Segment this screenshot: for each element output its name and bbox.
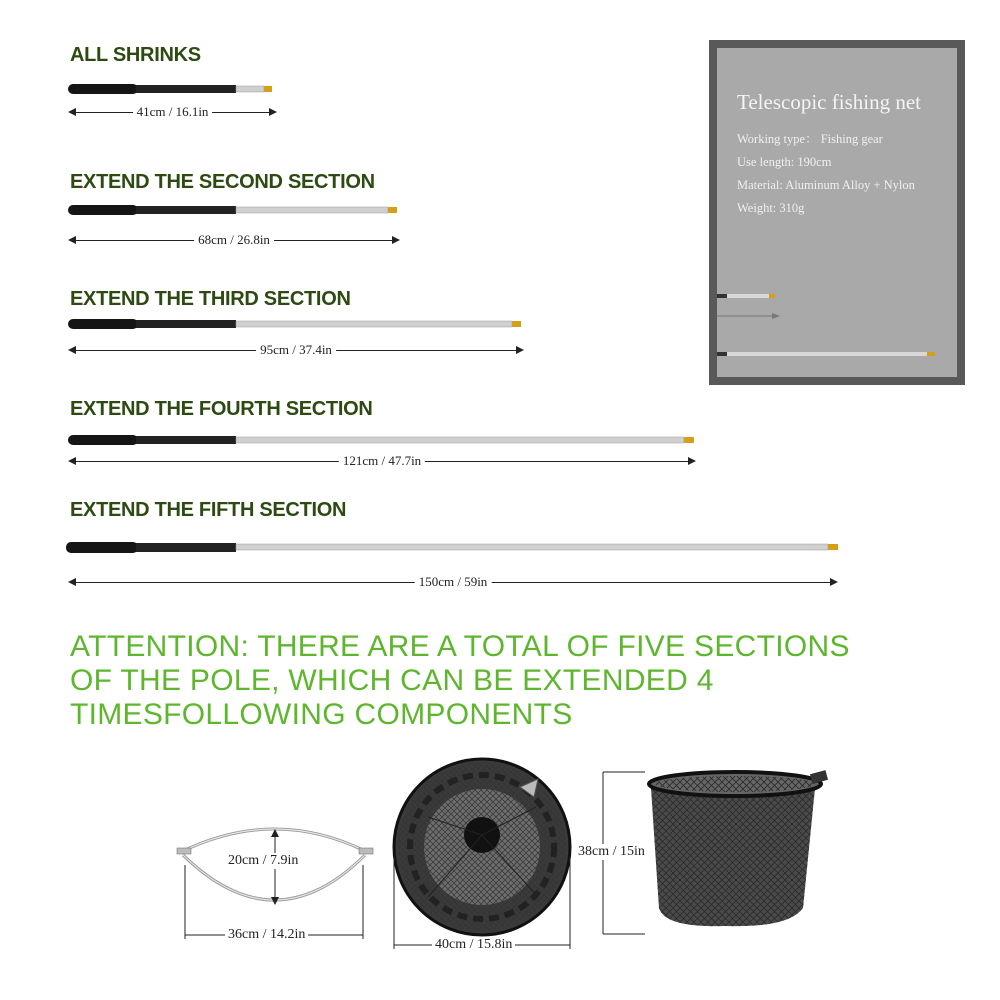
product-info-panel	[717, 48, 957, 377]
section-heading-fifth: EXTEND THE FIFTH SECTION	[70, 499, 347, 521]
measure-label: 95cm / 37.4in	[256, 342, 336, 358]
pole-68cm	[68, 203, 403, 215]
section-heading-third: EXTEND THE THIRD SECTION	[70, 288, 351, 310]
measure-label: 150cm / 59in	[415, 574, 492, 590]
info-working-type: Working type： Fishing gear	[737, 132, 883, 146]
measure-150cm	[70, 574, 836, 590]
pole-95cm	[68, 317, 528, 329]
frame-width-label: 36cm / 14.2in	[225, 927, 308, 943]
net-top-view	[388, 757, 578, 962]
net-diameter-label: 40cm / 15.8in	[432, 937, 515, 953]
product-info-title: Telescopic fishing net	[737, 90, 921, 114]
measure-label: 68cm / 26.8in	[194, 232, 274, 248]
info-material: Material: Aluminum Alloy + Nylon	[737, 178, 915, 192]
section-heading-second: EXTEND THE SECOND SECTION	[70, 171, 375, 193]
info-arrow	[717, 308, 957, 326]
info-weight: Weight: 310g	[737, 201, 805, 215]
pole-150cm	[66, 540, 844, 552]
info-pole-image-top	[717, 288, 957, 306]
section-heading-fourth: EXTEND THE FOURTH SECTION	[70, 398, 373, 420]
attention-text: ATTENTION: THERE ARE A TOTAL OF FIVE SECTIONS OF THE POLE, WHICH CAN BE EXTENDED 4 TIMESFOLLOWING COMPONENTS	[70, 630, 850, 731]
measure-68cm	[70, 232, 398, 248]
net-depth-label: 38cm / 15in	[575, 844, 648, 860]
info-use-length: Use length: 190cm	[737, 155, 832, 169]
frame-height-label: 20cm / 7.9in	[225, 853, 301, 869]
pole-121cm	[68, 433, 700, 445]
measure-121cm	[70, 453, 694, 469]
measure-95cm	[70, 342, 522, 358]
info-pole-image-bottom	[717, 346, 957, 364]
section-heading-all-shrinks: ALL SHRINKS	[70, 44, 201, 66]
frame-component	[175, 815, 375, 945]
measure-label: 121cm / 47.7in	[339, 453, 425, 469]
measure-41cm	[70, 104, 275, 120]
pole-41cm	[68, 82, 278, 94]
product-info-box	[709, 40, 965, 385]
measure-label: 41cm / 16.1in	[133, 104, 213, 120]
net-side-view	[575, 768, 830, 938]
